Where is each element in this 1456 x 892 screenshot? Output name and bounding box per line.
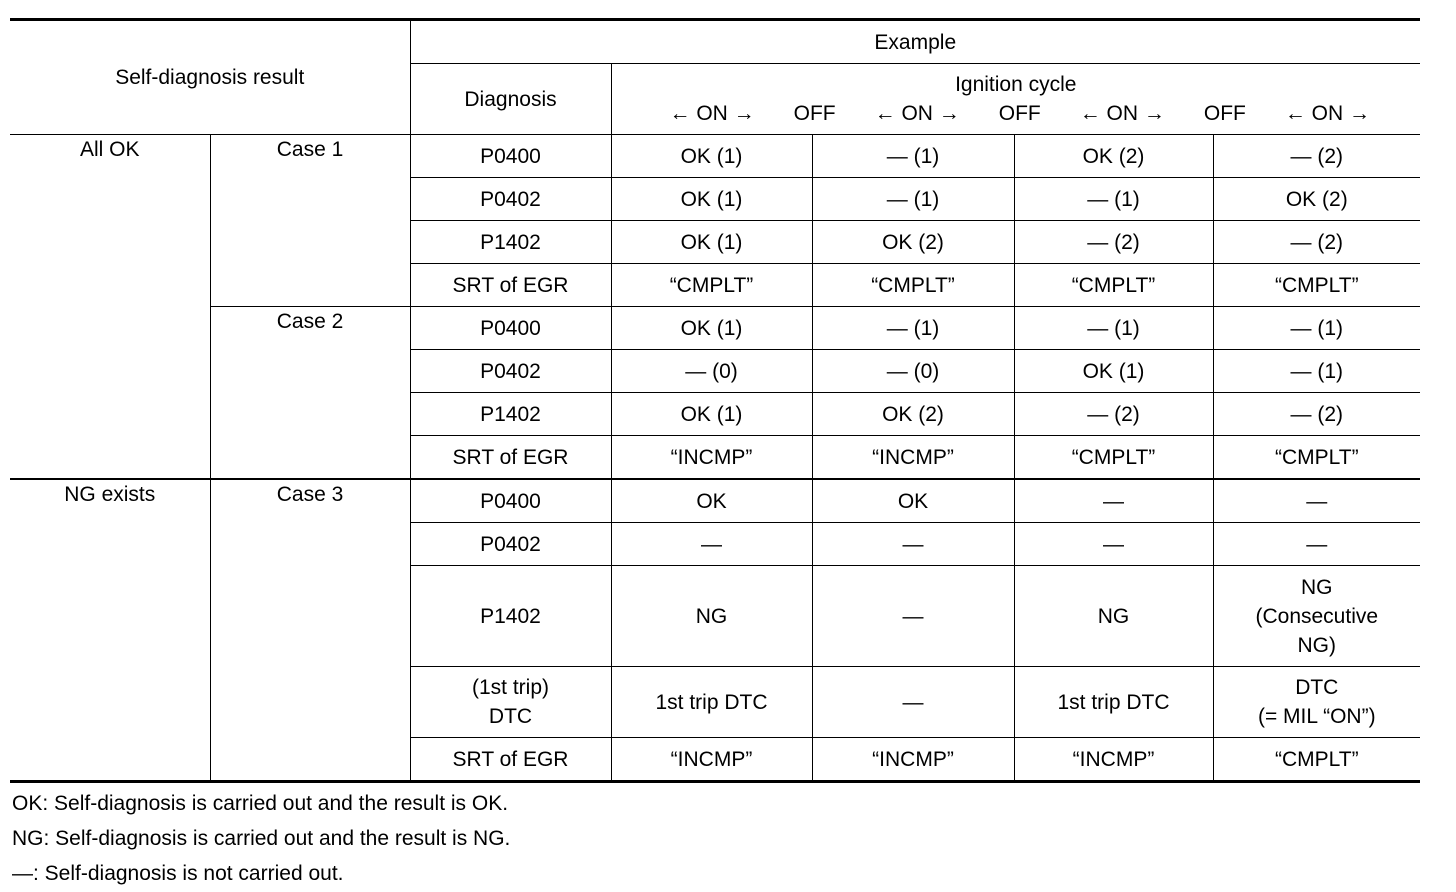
diagnosis-cell: (1st trip) DTC [410, 667, 611, 738]
cycle-value-cell: — [812, 566, 1014, 667]
cycle-value-cell: OK (2) [1213, 178, 1420, 221]
cycle-value-cell: “INCMP” [812, 738, 1014, 782]
diagnosis-cell: P1402 [410, 393, 611, 436]
ignition-state: ← ON → [1284, 102, 1370, 125]
self-diagnosis-table [10, 18, 1420, 783]
cycle-value-cell: DTC (= MIL “ON”) [1213, 667, 1420, 738]
case-label: Case 1 [210, 135, 410, 307]
cycle-value-cell: NG (Consecutive NG) [1213, 566, 1420, 667]
ignition-state: ← ON → [1079, 102, 1165, 125]
cycle-value-cell: OK (2) [1014, 135, 1213, 178]
diagnosis-cell: P0400 [410, 135, 611, 178]
note-ng: NG: Self-diagnosis is carried out and the result is NG. [12, 827, 511, 850]
cycle-value-cell: “INCMP” [1014, 738, 1213, 782]
cycle-value-cell: — (1) [1213, 350, 1420, 393]
ignition-state: OFF [1203, 102, 1246, 125]
diagnosis-cell: P1402 [410, 566, 611, 667]
cycle-value-cell: — (2) [1014, 393, 1213, 436]
result-group-label: NG exists [10, 479, 210, 782]
ignition-state: OFF [793, 102, 836, 125]
cycle-value-cell: NG [611, 566, 812, 667]
cycle-value-cell: — (1) [1014, 307, 1213, 350]
cycle-value-cell: “CMPLT” [812, 264, 1014, 307]
diagnosis-cell: P1402 [410, 221, 611, 264]
diagnosis-cell: P0400 [410, 479, 611, 523]
cycle-value-cell: — (1) [812, 178, 1014, 221]
cycle-value-cell: NG [1014, 566, 1213, 667]
diagnosis-table-container [10, 18, 1420, 783]
cycle-value-cell: “CMPLT” [1213, 738, 1420, 782]
cycle-value-cell: — (1) [812, 307, 1014, 350]
cycle-value-cell: — [1213, 523, 1420, 566]
cycle-value-cell: OK (1) [611, 178, 812, 221]
cycle-value-cell: — [1014, 479, 1213, 523]
ignition-state: ← ON → [874, 102, 960, 125]
ignition-state: OFF [998, 102, 1041, 125]
diagnosis-cell: P0402 [410, 350, 611, 393]
cycle-value-cell: “INCMP” [812, 436, 1014, 480]
diagnosis-cell: SRT of EGR [410, 436, 611, 480]
cycle-value-cell: “CMPLT” [611, 264, 812, 307]
cycle-value-cell: “CMPLT” [1213, 264, 1420, 307]
cycle-value-cell: — (0) [812, 350, 1014, 393]
case-label: Case 2 [210, 307, 410, 480]
cycle-value-cell: — [1213, 479, 1420, 523]
diagnosis-header: Diagnosis [410, 64, 611, 135]
cycle-value-cell: OK (1) [611, 307, 812, 350]
cycle-value-cell: — (2) [1213, 135, 1420, 178]
cycle-value-cell: — (2) [1014, 221, 1213, 264]
diagnosis-cell: SRT of EGR [410, 264, 611, 307]
cycle-value-cell: OK (1) [611, 221, 812, 264]
legend-notes [12, 786, 510, 891]
diagnosis-cell: P0402 [410, 178, 611, 221]
self-diagnosis-result-header: Self-diagnosis result [10, 20, 410, 135]
cycle-value-cell: OK (1) [611, 393, 812, 436]
diagnosis-cell: P0400 [410, 307, 611, 350]
cycle-value-cell: — [611, 523, 812, 566]
cycle-value-cell: — (0) [611, 350, 812, 393]
cycle-value-cell: OK [812, 479, 1014, 523]
ignition-state: ← ON → [669, 102, 755, 125]
cycle-value-cell: 1st trip DTC [611, 667, 812, 738]
note-not-carried: —: Self-diagnosis is not carried out. [12, 862, 344, 885]
ignition-cycle-label: Ignition cycle [955, 73, 1077, 96]
case-label: Case 3 [210, 479, 410, 782]
ignition-cycle-header [611, 64, 1420, 135]
cycle-value-cell: “CMPLT” [1213, 436, 1420, 480]
cycle-value-cell: 1st trip DTC [1014, 667, 1213, 738]
cycle-value-cell: OK (1) [611, 135, 812, 178]
cycle-value-cell: — (2) [1213, 221, 1420, 264]
cycle-value-cell: — [812, 667, 1014, 738]
cycle-value-cell: OK (2) [812, 393, 1014, 436]
diagnosis-cell: P0402 [410, 523, 611, 566]
cycle-value-cell: — [812, 523, 1014, 566]
cycle-value-cell: “CMPLT” [1014, 436, 1213, 480]
cycle-value-cell: OK [611, 479, 812, 523]
example-header: Example [410, 20, 1420, 64]
cycle-value-cell: “INCMP” [611, 738, 812, 782]
cycle-value-cell: — (1) [812, 135, 1014, 178]
cycle-value-cell: OK (2) [812, 221, 1014, 264]
cycle-value-cell: “INCMP” [611, 436, 812, 480]
cycle-value-cell: — (1) [1014, 178, 1213, 221]
cycle-value-cell: — (2) [1213, 393, 1420, 436]
result-group-label: All OK [10, 135, 210, 480]
diagnosis-cell: SRT of EGR [410, 738, 611, 782]
note-ok: OK: Self-diagnosis is carried out and the result is OK. [12, 792, 509, 815]
cycle-value-cell: — (1) [1213, 307, 1420, 350]
ignition-cycle-states [616, 99, 1417, 128]
cycle-value-cell: “CMPLT” [1014, 264, 1213, 307]
cycle-value-cell: — [1014, 523, 1213, 566]
cycle-value-cell: OK (1) [1014, 350, 1213, 393]
